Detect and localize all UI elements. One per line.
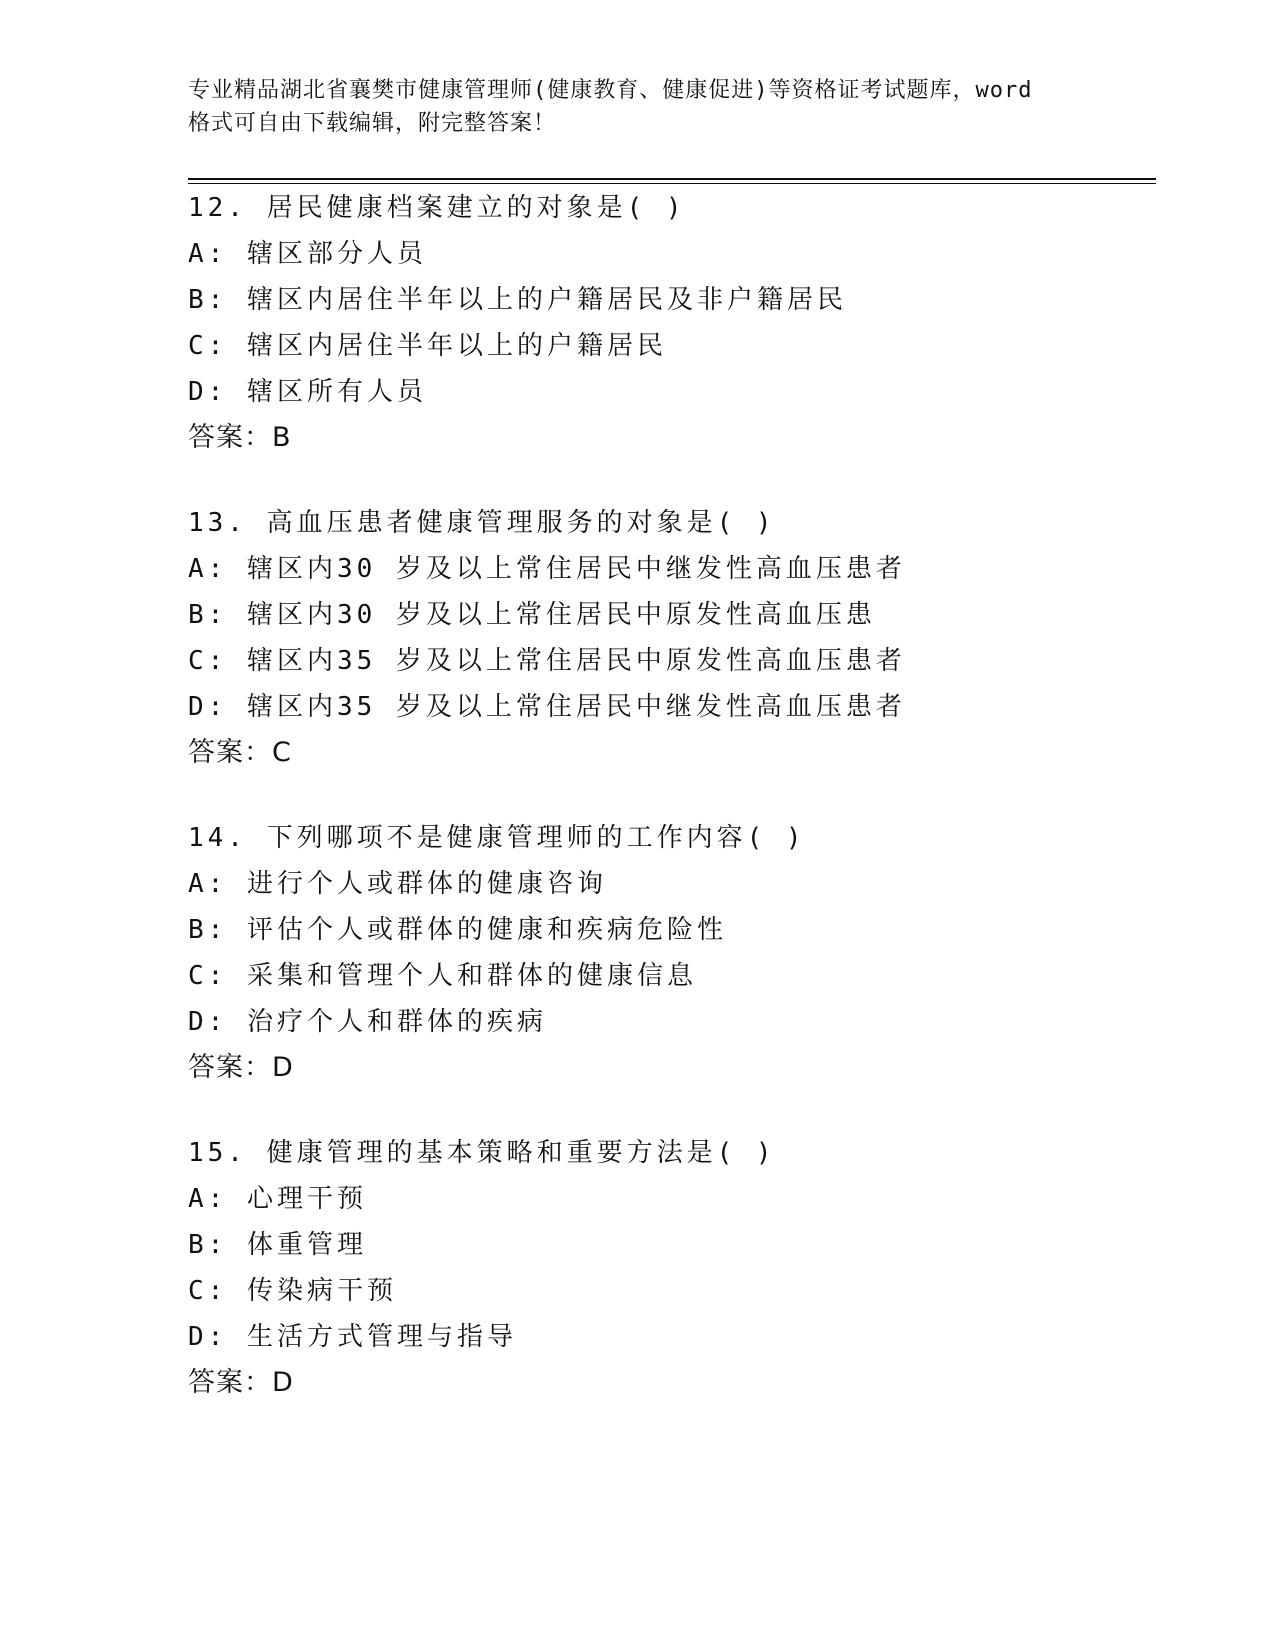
option-b: B: 辖区内30 岁及以上常住居民中原发性高血压患 (188, 600, 876, 630)
document-header (188, 74, 1088, 140)
option-b: B: 辖区内居住半年以上的户籍居民及非户籍居民 (188, 285, 847, 315)
header-divider-thick (188, 178, 1156, 180)
option-b: B: 体重管理 (188, 1230, 367, 1260)
question-13 (188, 500, 1148, 776)
answer-line: 答案：D (188, 1052, 294, 1083)
question-15 (188, 1130, 1148, 1406)
header-line-1: 专业精品湖北省襄樊市健康管理师(健康教育、健康促进)等资格证考试题库，word (188, 78, 1033, 103)
question-14 (188, 815, 1148, 1091)
option-c: C: 辖区内35 岁及以上常住居民中原发性高血压患者 (188, 646, 906, 676)
header-divider-thin (188, 183, 1156, 184)
header-line-2: 格式可自由下载编辑，附完整答案！ (188, 111, 557, 136)
option-d: D: 生活方式管理与指导 (188, 1322, 517, 1352)
option-b: B: 评估个人或群体的健康和疾病危险性 (188, 915, 727, 945)
option-d: D: 辖区所有人员 (188, 377, 427, 407)
option-a: A: 辖区部分人员 (188, 239, 427, 269)
question-stem: 14. 下列哪项不是健康管理师的工作内容( ) (188, 823, 806, 853)
option-c: C: 采集和管理个人和群体的健康信息 (188, 961, 697, 991)
option-c: C: 传染病干预 (188, 1276, 397, 1306)
answer-line: 答案：D (188, 1367, 294, 1398)
option-a: A: 进行个人或群体的健康咨询 (188, 869, 607, 899)
answer-line: 答案：B (188, 422, 292, 453)
question-stem: 15. 健康管理的基本策略和重要方法是( ) (188, 1138, 776, 1168)
option-c: C: 辖区内居住半年以上的户籍居民 (188, 331, 667, 361)
answer-line: 答案：C (188, 737, 292, 768)
option-a: A: 心理干预 (188, 1184, 367, 1214)
question-stem: 12. 居民健康档案建立的对象是( ) (188, 193, 686, 223)
option-a: A: 辖区内30 岁及以上常住居民中继发性高血压患者 (188, 554, 906, 584)
question-12 (188, 185, 1148, 461)
question-stem: 13. 高血压患者健康管理服务的对象是( ) (188, 508, 776, 538)
option-d: D: 辖区内35 岁及以上常住居民中继发性高血压患者 (188, 692, 906, 722)
option-d: D: 治疗个人和群体的疾病 (188, 1007, 547, 1037)
